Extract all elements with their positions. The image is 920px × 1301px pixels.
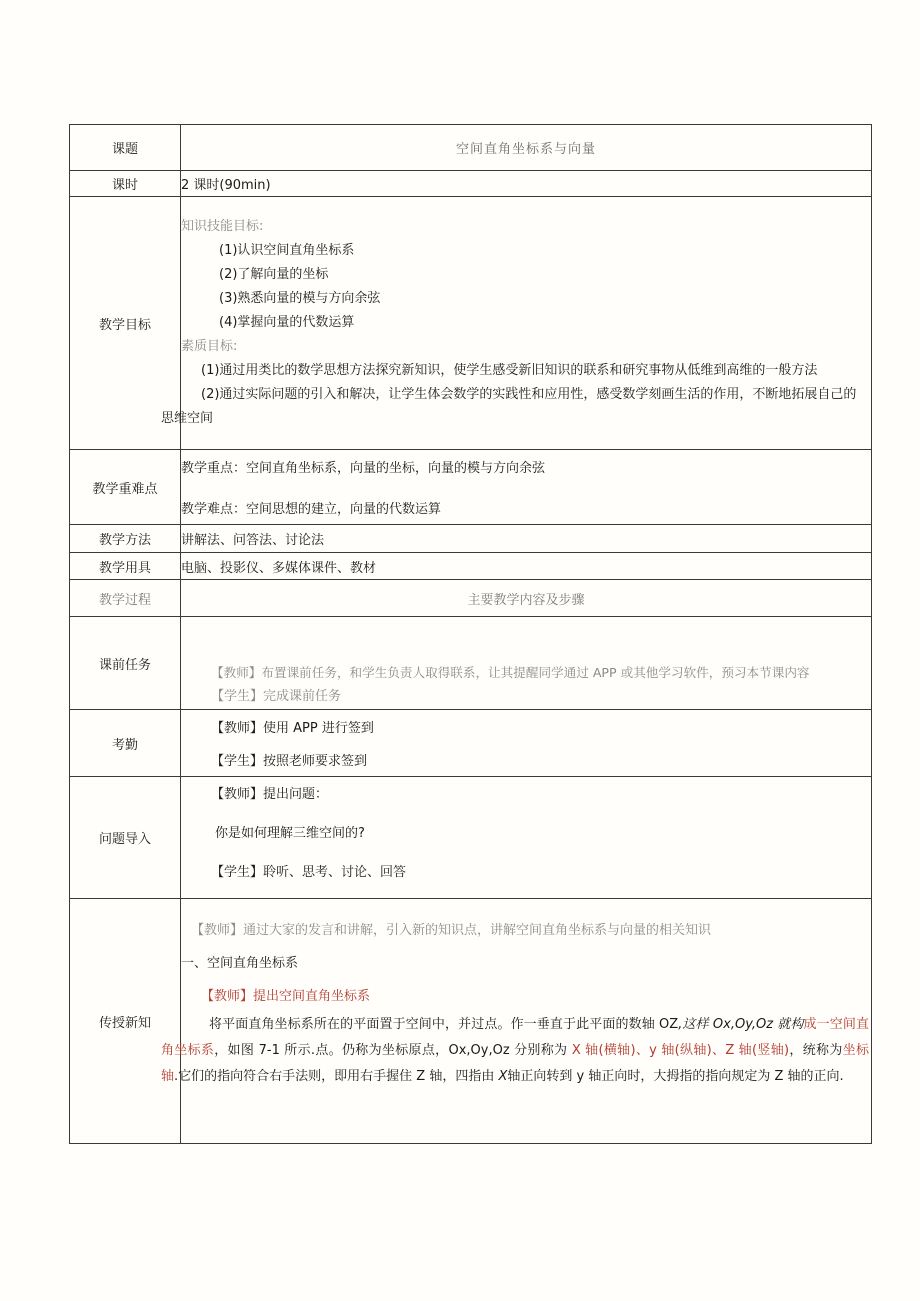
row-new-knowledge	[70, 899, 872, 1144]
intro-label: 问题导入	[70, 777, 181, 899]
knowledge-item-4: (4)掌握向量的代数运算	[219, 315, 355, 330]
knowledge-item-2: (2)了解向量的坐标	[219, 267, 329, 282]
intro-teacher: 【教师】提出问题：	[211, 787, 329, 802]
topic-label: 课题	[70, 125, 181, 171]
nk-italic-x: X	[498, 1069, 508, 1084]
process-head: 主要教学内容及步骤	[181, 580, 872, 617]
row-key-points	[70, 450, 872, 525]
tools-label: 教学用具	[70, 553, 181, 580]
knowledge-item-1: (1)认识空间直角坐标系	[219, 243, 355, 258]
new-knowledge-content	[161, 899, 872, 1144]
row-goals	[70, 197, 872, 450]
methods-label: 教学方法	[70, 525, 181, 553]
new-knowledge-label: 传授新知	[70, 899, 181, 1144]
nk-section-title: 一、空间直角坐标系	[181, 956, 299, 971]
methods-value: 讲解法、问答法、讨论法	[181, 525, 872, 553]
row-attendance	[70, 710, 872, 777]
nk-text-1: 将平面直角坐标系所在的平面置于空间中，并过点。作一垂直于此平面的数轴 OZ	[209, 1017, 679, 1032]
nk-teacher-intro: 【教师】通过大家的发言和讲解，引入新的知识点，讲解空间直角坐标系与向量的相关知识	[191, 923, 712, 938]
nk-text-6: 轴正向转到 y 轴正向时，大拇指的指向规定为 Z 轴的正向.	[507, 1069, 844, 1084]
key-point: 教学重点：空间直角坐标系，向量的坐标，向量的模与方向余弦	[181, 461, 546, 476]
attendance-content	[181, 710, 872, 777]
row-hours	[70, 171, 872, 197]
hours-label: 课时	[70, 171, 181, 197]
nk-text-4: ，统称为	[789, 1043, 843, 1058]
process-label: 教学过程	[70, 580, 181, 617]
attendance-teacher: 【教师】使用 APP 进行签到	[211, 721, 374, 736]
quality-item-1: (1)通过用类比的数学思想方法探究新知识，使学生感受新旧知识的联系和研究事物从低维到高维的一般方法	[201, 363, 818, 378]
pre-task-teacher: 【教师】布置课前任务，和学生负责人取得联系，让其提醒同学通过 APP 或其他学习软件，预习本节课内容	[211, 665, 810, 680]
goals-label: 教学目标	[70, 197, 181, 450]
knowledge-item-3: (3)熟悉向量的模与方向余弦	[219, 291, 381, 306]
row-topic	[70, 125, 872, 171]
row-intro	[70, 777, 872, 899]
attendance-label: 考勤	[70, 710, 181, 777]
quality-head: 素质目标:	[181, 339, 238, 354]
nk-red-2: X 轴(横轴)、y 轴(纵轴)、Z 轴(竖轴)	[571, 1043, 790, 1058]
nk-teacher-point: 【教师】提出空间直角坐标系	[201, 989, 371, 1004]
goals-content	[161, 197, 872, 450]
attendance-student: 【学生】按照老师要求签到	[211, 754, 368, 769]
nk-red-1: 成一空间直角坐标系	[161, 1017, 869, 1058]
quality-item-2: (2)通过实际问题的引入和解决，让学生体会数学的实践性和应用性，感受数学刻画生活的作用，不断地拓展自己的思维空间	[161, 387, 857, 426]
pre-task-content	[181, 617, 872, 710]
intro-student: 【学生】聆听、思考、讨论、回答	[211, 865, 407, 880]
tools-value: 电脑、投影仪、多媒体课件、教材	[181, 553, 872, 580]
topic-title: 空间直角坐标系与向量	[181, 125, 872, 171]
row-process-head	[70, 580, 872, 617]
nk-text-3: ，如图 7-1 所示.点。仍称为坐标原点，Ox,Oy,Oz 分别称为	[214, 1043, 572, 1058]
key-points-content	[181, 450, 872, 525]
intro-content	[181, 777, 872, 899]
nk-text-italic: ,这样 Ox,Oy,Oz 就构	[678, 1017, 804, 1032]
row-pre-task	[70, 617, 872, 710]
hours-value: 2 课时(90min)	[181, 171, 872, 197]
intro-question: 你是如何理解三维空间的?	[215, 826, 365, 841]
row-tools	[70, 553, 872, 580]
pre-task-label: 课前任务	[70, 617, 181, 710]
difficult-point: 教学难点：空间思想的建立，向量的代数运算	[181, 502, 442, 517]
nk-paragraph	[161, 1012, 871, 1090]
row-methods	[70, 525, 872, 553]
nk-text-5: .它们的指向符合右手法则，即用右手握住 Z 轴，四指由	[174, 1069, 499, 1084]
nk-red-3: 坐标轴	[161, 1043, 869, 1084]
pre-task-student: 【学生】完成课前任务	[211, 689, 342, 704]
lesson-plan-table	[69, 124, 872, 1144]
knowledge-head: 知识技能目标:	[181, 219, 264, 234]
key-points-label: 教学重难点	[70, 450, 181, 525]
